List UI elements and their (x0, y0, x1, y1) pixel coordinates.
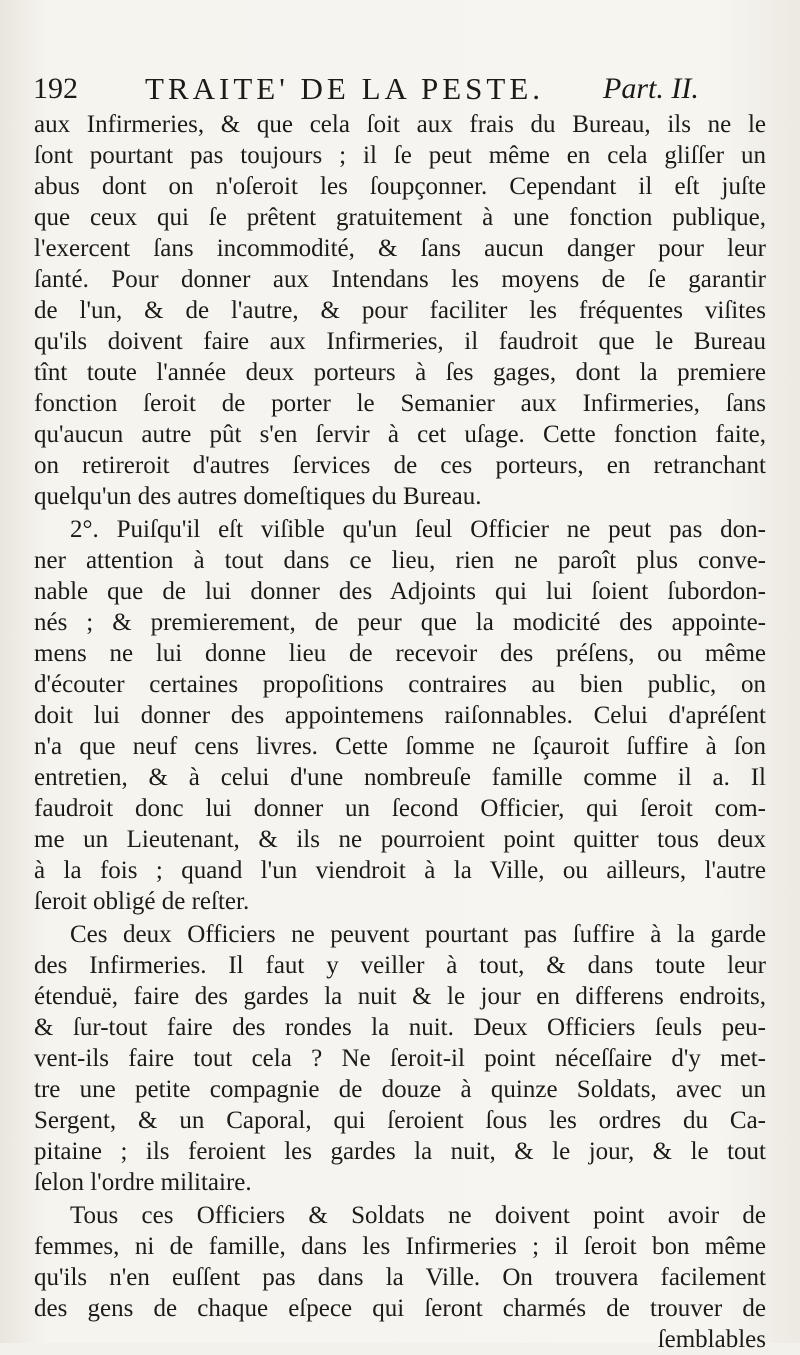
text-line: des Infirmeries. Il faut y veiller à tout, & dans toute leur (34, 952, 766, 979)
text-line: ſont pourtant pas toujours ; il ſe peut même en cela gliſſer un (34, 142, 766, 169)
text-line: ner attention à tout dans ce lieu, rien ne paroît plus conve- (34, 547, 766, 574)
text-line: & ſur-tout faire des rondes la nuit. Deux Officiers ſeuls peu- (34, 1014, 766, 1041)
part-label: Part. II. (603, 72, 699, 105)
page-header (33, 68, 773, 110)
paragraph-2 (34, 514, 766, 917)
text-line: Tous ces Officiers & Soldats ne doivent point avoir de (70, 1202, 766, 1229)
text-line: à la fois ; quand l'un viendroit à la Ville, ou ailleurs, l'autre (34, 857, 766, 884)
text-line: me un Lieutenant, & ils ne pourroient point quitter tous deux (34, 826, 766, 853)
text-line: qu'ils n'en euſſent pas dans la Ville. On trouvera facilement (34, 1264, 766, 1291)
text-line: nable que de lui donner des Adjoints qui lui ſoient ſubordon- (34, 578, 766, 605)
paragraph-4 (34, 1200, 766, 1355)
text-line: l'exercent ſans incommodité, & ſans aucun danger pour leur (34, 235, 766, 262)
text-line: aux Infirmeries, & que cela ſoit aux frais du Bureau, ils ne le (34, 111, 766, 138)
paragraph-1 (34, 109, 766, 512)
text-line: mens ne lui donne lieu de recevoir des préſens, ou même (34, 640, 766, 667)
text-line: que ceux qui ſe prêtent gratuitement à une fonction publique, (34, 204, 766, 231)
text-line: ſelon l'ordre militaire. (34, 1169, 252, 1196)
text-line: faudroit donc lui donner un ſecond Officier, qui ſeroit com- (34, 795, 766, 822)
catchword: ſemblables (657, 1326, 766, 1353)
text-line: de l'un, & de l'autre, & pour faciliter les fréquentes viſites (34, 297, 766, 324)
text-line: qu'aucun autre pût s'en ſervir à cet uſage. Cette fonction faite, (34, 421, 766, 448)
text-line: fonction ſeroit de porter le Semanier aux Infirmeries, ſans (34, 390, 766, 417)
body-text (34, 109, 766, 1355)
text-line: d'écouter certaines propoſitions contraires au bien public, on (34, 671, 766, 698)
text-line: vent-ils faire tout cela ? Ne ſeroit-il point néceſſaire d'y met- (34, 1045, 766, 1072)
text-line: tînt toute l'année deux porteurs à ſes gages, dont la premiere (34, 359, 766, 386)
text-line: 2°. Puiſqu'il eſt viſible qu'un ſeul Officier ne peut pas don- (70, 516, 766, 543)
text-line: tre une petite compagnie de douze à quinze Soldats, avec un (34, 1076, 766, 1103)
text-line: ſeroit obligé de reſter. (34, 888, 250, 915)
text-line: entretien, & à celui d'une nombreuſe famille comme il a. Il (34, 764, 766, 791)
text-line: femmes, ni de famille, dans les Infirmeries ; il ſeroit bon même (34, 1233, 766, 1260)
text-line: Ces deux Officiers ne peuvent pourtant pas ſuffire à la garde (70, 921, 766, 948)
text-line: Sergent, & un Caporal, qui ſeroient ſous les ordres du Ca- (34, 1107, 766, 1134)
text-line: pitaine ; ils feroient les gardes la nuit, & le jour, & le tout (34, 1138, 766, 1165)
paragraph-3 (34, 919, 766, 1198)
text-line: étenduë, faire des gardes la nuit & le jour en differens endroits, (34, 983, 766, 1010)
text-line: des gens de chaque eſpece qui ſeront charmés de trouver de (34, 1295, 766, 1322)
page-number: 192 (33, 72, 78, 105)
text-line: doit lui donner des appointemens raiſonnables. Celui d'apréſent (34, 702, 766, 729)
text-line: qu'ils doivent faire aux Infirmeries, il faudroit que le Bureau (34, 328, 766, 355)
text-line: abus dont on n'oſeroit les ſoupçonner. Cependant il eſt juſte (34, 173, 766, 200)
text-line: quelqu'un des autres domeſtiques du Bureau. (34, 483, 482, 510)
text-line: ſanté. Pour donner aux Intendans les moyens de ſe garantir (34, 266, 766, 293)
running-title: TRAITE' DE LA PESTE. (145, 71, 545, 106)
text-line: on retireroit d'autres ſervices de ces porteurs, en retranchant (34, 452, 766, 479)
text-line: nés ; & premierement, de peur que la modicité des appointe- (34, 609, 766, 636)
text-line: n'a que neuf cens livres. Cette ſomme ne ſçauroit ſuffire à ſon (34, 733, 766, 760)
